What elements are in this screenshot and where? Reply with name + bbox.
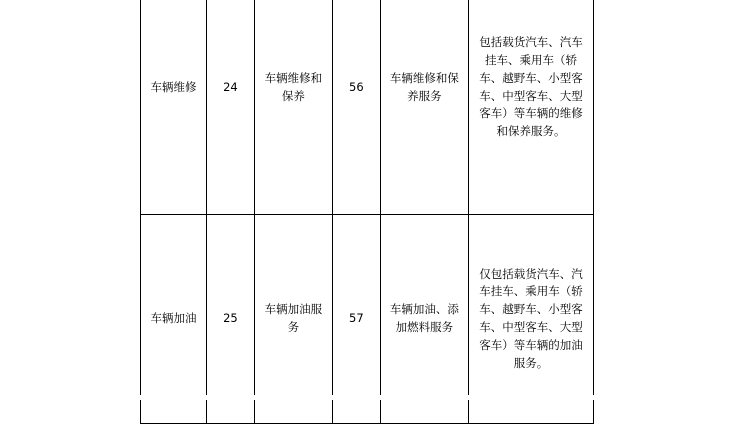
cell-service-name: 车辆维修 (141, 0, 207, 215)
cell-service-name-b: 车辆维修和保养服务 (380, 0, 468, 215)
cell-description-b: 包括载货汽车、汽车挂车、乘用车（轿车、越野车、小型客车、中型客车、大型客车）等车辆的维修和保养服务。 (469, 0, 594, 215)
cell-code-a: 25 (207, 215, 255, 424)
cell-description-a: 车辆加油服务 (254, 215, 332, 424)
page-bottom-margin (0, 395, 744, 400)
cell-code-b: 57 (332, 215, 380, 424)
service-classification-table (140, 0, 594, 424)
cell-description-b: 仅包括载货汽车、汽车挂车、乘用车（轿车、越野车、小型客车、中型客车、大型客车）等车辆的加油服务。 (469, 215, 594, 424)
table-row (141, 215, 594, 424)
cell-code-a: 24 (207, 0, 255, 215)
table-row (141, 0, 594, 215)
table-body (141, 0, 594, 424)
cell-code-b: 56 (332, 0, 380, 215)
cell-service-name: 车辆加油 (141, 215, 207, 424)
cell-service-name-b: 车辆加油、添加燃料服务 (380, 215, 468, 424)
cell-description-a: 车辆维修和保养 (254, 0, 332, 215)
